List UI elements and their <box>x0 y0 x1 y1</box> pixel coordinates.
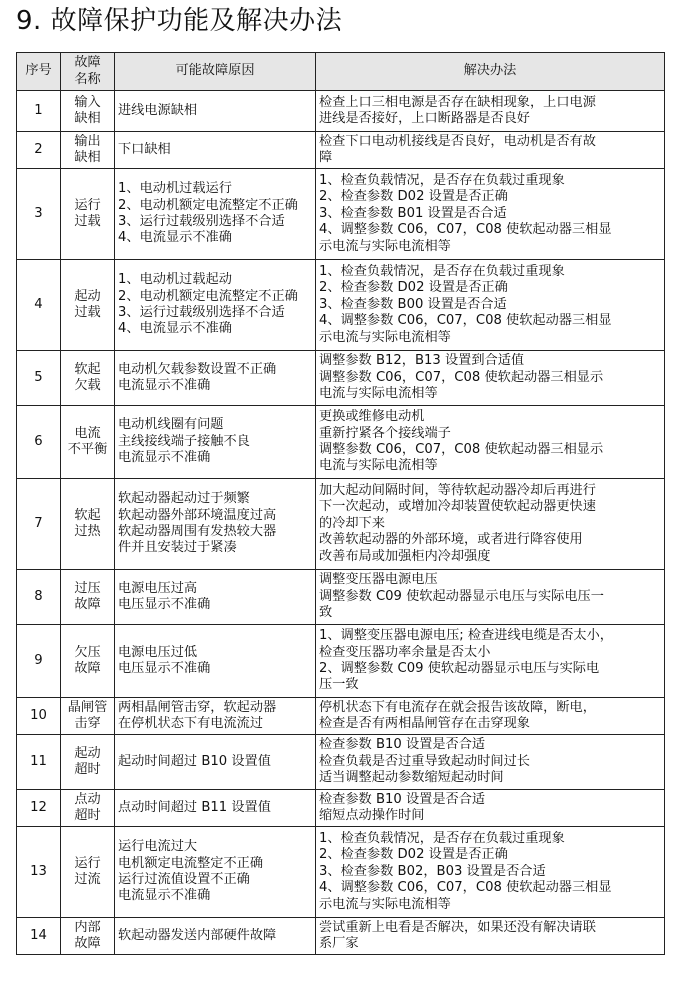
fault-solution-line: 检查变压器功率余量是否太小 <box>319 644 491 660</box>
fault-solution-line: 示电流与实际电流相等 <box>319 896 451 912</box>
fault-solution-line: 适当调整起动参数缩短起动时间 <box>319 770 504 786</box>
fault-solution-line: 加大起动间隔时间，等待软起动器冷却后再进行 <box>319 482 596 498</box>
fault-cause-line: 电流显示不准确 <box>118 450 211 466</box>
fault-solution-line: 电流与实际电流相等 <box>319 458 438 474</box>
fault-cause-line: 1、电动机过载运行 <box>118 181 232 197</box>
fault-cause-line: 进线电源缺相 <box>118 102 198 118</box>
fault-solution-line: 4、调整参数 C06，C07，C08 使软起动器三相显 <box>319 880 612 896</box>
row-number: 2 <box>17 132 61 169</box>
fault-name-cell <box>61 351 115 406</box>
fault-name-line: 超时 <box>74 808 101 823</box>
fault-cause-line: 软起动器发送内部硬件故障 <box>118 927 277 943</box>
fault-name-cell <box>61 698 115 735</box>
row-number: 1 <box>17 91 61 132</box>
fault-solution-line: 停机状态下有电流存在就会报告该故障，断电， <box>319 699 596 715</box>
fault-cause-line: 电机额定电流整定不正确 <box>118 855 264 871</box>
fault-solution-cell <box>316 351 665 406</box>
header-name-line: 名称 <box>74 71 101 87</box>
fault-name-line: 缺相 <box>74 150 101 165</box>
fault-cause-cell <box>115 735 316 790</box>
fault-cause-line: 4、电流显示不准确 <box>118 321 232 337</box>
fault-cause-line: 运行过流值设置不正确 <box>118 872 250 887</box>
fault-solution-line: 下一次起动，或增加冷却装置使软起动器更快速 <box>319 499 596 515</box>
fault-name-line: 过压 <box>74 580 101 596</box>
fault-name-cell <box>61 625 115 698</box>
fault-cause-line: 点动时间超过 B11 设置值 <box>118 799 271 815</box>
fault-name-line: 缺相 <box>74 111 101 126</box>
fault-solution-cell <box>316 918 665 955</box>
fault-name-line: 击穿 <box>74 716 101 731</box>
fault-name-line: 软起 <box>74 361 101 377</box>
fault-cause-cell <box>115 625 316 698</box>
fault-solution-cell <box>316 91 665 132</box>
fault-solution-line: 尝试重新上电看是否解决，如果还没有解决请联 <box>319 919 596 935</box>
fault-name-line: 故障 <box>74 597 101 612</box>
header-name <box>61 53 115 91</box>
fault-name-line: 超时 <box>74 762 101 777</box>
fault-solution-line: 3、检查参数 B02，B03 设置是否合适 <box>319 863 546 879</box>
fault-name-line: 晶闸管 <box>67 699 108 715</box>
fault-name-line: 运行 <box>74 197 101 213</box>
page-title: 9. 故障保护功能及解决办法 <box>16 6 343 36</box>
fault-name-cell <box>61 479 115 570</box>
fault-solution-cell <box>316 406 665 479</box>
row-number: 14 <box>17 918 61 955</box>
fault-solution-line: 进线是否接好，上口断路器是否良好 <box>319 111 530 126</box>
fault-cause-cell <box>115 827 316 918</box>
fault-name-line: 故障 <box>74 936 101 951</box>
fault-solution-line: 1、检查负载情况，是否存在负载过重现象 <box>319 263 565 279</box>
fault-cause-line: 3、运行过载级别选择不合适 <box>118 305 285 320</box>
fault-name-cell <box>61 735 115 790</box>
fault-solution-line: 障 <box>319 150 333 165</box>
fault-cause-line: 电动机欠载参数设置不正确 <box>118 361 277 377</box>
fault-name-line: 软起 <box>74 507 101 523</box>
fault-solution-line: 检查参数 B10 设置是否合适 <box>319 737 486 753</box>
fault-name-line: 起动 <box>74 745 101 761</box>
header-solution: 解决办法 <box>316 53 665 91</box>
fault-name-line: 输入 <box>74 94 101 110</box>
fault-solution-line: 调整参数 C06，C07，C08 使软起动器三相显示 <box>319 442 604 457</box>
fault-name-line: 不平衡 <box>67 442 108 457</box>
fault-table-body <box>17 91 665 955</box>
table-row <box>17 570 665 625</box>
fault-solution-line: 2、检查参数 D02 设置是否正确 <box>319 847 508 863</box>
header-name-line: 故障 <box>74 55 101 71</box>
fault-solution-cell <box>316 132 665 169</box>
fault-solution-cell <box>316 827 665 918</box>
fault-cause-cell <box>115 91 316 132</box>
table-row <box>17 827 665 918</box>
row-number: 3 <box>17 169 61 260</box>
fault-cause-cell <box>115 790 316 827</box>
fault-name-line: 过流 <box>74 872 101 887</box>
fault-name-line: 过载 <box>74 305 101 320</box>
fault-cause-line: 电源电压过低 <box>118 644 198 660</box>
fault-cause-line: 件并且安装过于紧凑 <box>118 540 237 556</box>
fault-solution-line: 调整参数 C09 使软起动器显示电压与实际电压一 <box>319 588 604 604</box>
fault-solution-line: 示电流与实际电流相等 <box>319 329 451 345</box>
table-row <box>17 790 665 827</box>
fault-cause-line: 电压显示不准确 <box>118 597 211 612</box>
fault-cause-line: 电流显示不准确 <box>118 378 211 393</box>
fault-solution-cell <box>316 625 665 698</box>
fault-solution-line: 系厂家 <box>319 936 359 951</box>
fault-name-line: 欠载 <box>74 378 101 393</box>
fault-name-line: 过载 <box>74 214 101 229</box>
fault-name-line: 点动 <box>74 791 101 807</box>
fault-name-cell <box>61 132 115 169</box>
fault-solution-line: 重新拧紧各个接线端子 <box>319 425 451 441</box>
fault-solution-line: 调整变压器电源电压 <box>319 572 438 588</box>
fault-cause-line: 2、电动机额定电流整定不正确 <box>118 197 298 213</box>
fault-name-line: 内部 <box>74 919 101 935</box>
fault-solution-line: 的冷却下来 <box>319 515 385 531</box>
fault-cause-cell <box>115 479 316 570</box>
fault-solution-cell <box>316 790 665 827</box>
table-row <box>17 918 665 955</box>
table-row <box>17 169 665 260</box>
fault-solution-line: 3、检查参数 B00 设置是否合适 <box>319 296 507 312</box>
fault-cause-line: 两相晶闸管击穿，软起动器 <box>118 699 277 715</box>
fault-name-line: 欠压 <box>74 644 101 660</box>
row-number: 10 <box>17 698 61 735</box>
fault-solution-line: 检查上口三相电源是否存在缺相现象，上口电源 <box>319 94 596 110</box>
fault-solution-line: 电流与实际电流相等 <box>319 386 438 402</box>
fault-name-cell <box>61 570 115 625</box>
fault-solution-line: 1、检查负载情况，是否存在负载过重现象 <box>319 172 565 188</box>
row-number: 6 <box>17 406 61 479</box>
fault-solution-line: 压一致 <box>319 677 359 693</box>
fault-solution-line: 1、调整变压器电源电压; 检查进线电缆是否太小， <box>319 628 613 644</box>
fault-solution-cell <box>316 479 665 570</box>
fault-solution-line: 2、检查参数 D02 设置是否正确 <box>319 280 508 296</box>
fault-cause-line: 2、电动机额定电流整定不正确 <box>118 288 298 304</box>
table-row <box>17 735 665 790</box>
row-number: 7 <box>17 479 61 570</box>
fault-name-line: 过热 <box>74 524 101 539</box>
fault-name-cell <box>61 790 115 827</box>
fault-cause-line: 电动机线圈有问题 <box>118 417 224 433</box>
fault-cause-line: 软起动器起动过于频繁 <box>118 491 250 507</box>
fault-solution-line: 2、检查参数 D02 设置是否正确 <box>319 189 508 205</box>
row-number: 9 <box>17 625 61 698</box>
fault-solution-cell <box>316 735 665 790</box>
table-row <box>17 91 665 132</box>
fault-cause-line: 软起动器周围有发热较大器 <box>118 524 277 539</box>
fault-cause-cell <box>115 169 316 260</box>
fault-solution-line: 4、调整参数 C06，C07，C08 使软起动器三相显 <box>319 222 612 238</box>
table-row <box>17 406 665 479</box>
fault-cause-cell <box>115 406 316 479</box>
fault-solution-cell <box>316 698 665 735</box>
fault-cause-line: 3、运行过载级别选择不合适 <box>118 214 285 229</box>
fault-cause-cell <box>115 570 316 625</box>
fault-cause-cell <box>115 132 316 169</box>
fault-cause-line: 电流显示不准确 <box>118 888 211 904</box>
fault-cause-cell <box>115 918 316 955</box>
fault-name-line: 电流 <box>74 425 101 441</box>
fault-solution-line: 检查参数 B10 设置是否合适 <box>319 791 486 807</box>
table-row <box>17 698 665 735</box>
fault-solution-cell <box>316 169 665 260</box>
fault-cause-line: 下口缺相 <box>118 141 171 157</box>
fault-name-cell <box>61 406 115 479</box>
fault-solution-line: 1、检查负载情况，是否存在负载过重现象 <box>319 830 565 846</box>
fault-cause-line: 电源电压过高 <box>118 580 198 596</box>
fault-solution-line: 4、调整参数 C06，C07，C08 使软起动器三相显 <box>319 313 612 329</box>
fault-name-line: 起动 <box>74 288 101 304</box>
row-number: 5 <box>17 351 61 406</box>
fault-name-line: 输出 <box>74 133 101 149</box>
row-number: 12 <box>17 790 61 827</box>
fault-solution-cell <box>316 570 665 625</box>
fault-name-cell <box>61 827 115 918</box>
fault-name-line: 运行 <box>74 855 101 871</box>
fault-name-cell <box>61 260 115 351</box>
header-cause: 可能故障原因 <box>115 53 316 91</box>
table-row <box>17 351 665 406</box>
table-row <box>17 625 665 698</box>
fault-name-line: 故障 <box>74 661 101 676</box>
fault-cause-line: 电压显示不准确 <box>118 661 211 676</box>
row-number: 4 <box>17 260 61 351</box>
table-row <box>17 132 665 169</box>
header-no: 序号 <box>17 53 61 91</box>
fault-cause-line: 运行电流过大 <box>118 839 198 855</box>
fault-cause-line: 软起动器外部环境温度过高 <box>118 507 277 523</box>
row-number: 8 <box>17 570 61 625</box>
fault-solution-line: 更换或维修电动机 <box>319 409 425 425</box>
fault-cause-line: 在停机状态下有电流流过 <box>118 716 264 731</box>
fault-solution-line: 检查下口电动机接线是否良好，电动机是否有故 <box>319 133 596 149</box>
fault-cause-line: 主线接线端子接触不良 <box>118 433 250 449</box>
row-number: 13 <box>17 827 61 918</box>
fault-name-cell <box>61 91 115 132</box>
fault-solution-line: 2、调整参数 C09 使软起动器显示电压与实际电 <box>319 661 600 676</box>
fault-solution-cell <box>316 260 665 351</box>
fault-solution-line: 示电流与实际电流相等 <box>319 238 451 254</box>
fault-solution-line: 改善软起动器的外部环境，或者进行降容使用 <box>319 532 583 548</box>
table-row <box>17 260 665 351</box>
fault-solution-line: 检查负载是否过重导致起动时间过长 <box>319 753 530 769</box>
fault-solution-line: 调整参数 B12，B13 设置到合适值 <box>319 353 525 369</box>
fault-solution-line: 3、检查参数 B01 设置是否合适 <box>319 205 507 221</box>
table-row <box>17 479 665 570</box>
fault-cause-cell <box>115 351 316 406</box>
fault-name-cell <box>61 918 115 955</box>
row-number: 11 <box>17 735 61 790</box>
fault-solution-line: 检查是否有两相晶闸管存在击穿现象 <box>319 716 530 731</box>
fault-name-cell <box>61 169 115 260</box>
table-header-row <box>17 53 665 91</box>
fault-cause-line: 4、电流显示不准确 <box>118 230 232 246</box>
fault-table <box>16 52 665 955</box>
fault-cause-line: 1、电动机过载起动 <box>118 272 232 288</box>
fault-cause-cell <box>115 260 316 351</box>
fault-cause-line: 起动时间超过 B10 设置值 <box>118 753 271 769</box>
fault-solution-line: 致 <box>319 605 333 621</box>
fault-solution-line: 改善布局或加强柜内冷却强度 <box>319 548 491 564</box>
fault-solution-line: 缩短点动操作时间 <box>319 808 425 823</box>
fault-solution-line: 调整参数 C06，C07，C08 使软起动器三相显示 <box>319 369 604 385</box>
fault-cause-cell <box>115 698 316 735</box>
